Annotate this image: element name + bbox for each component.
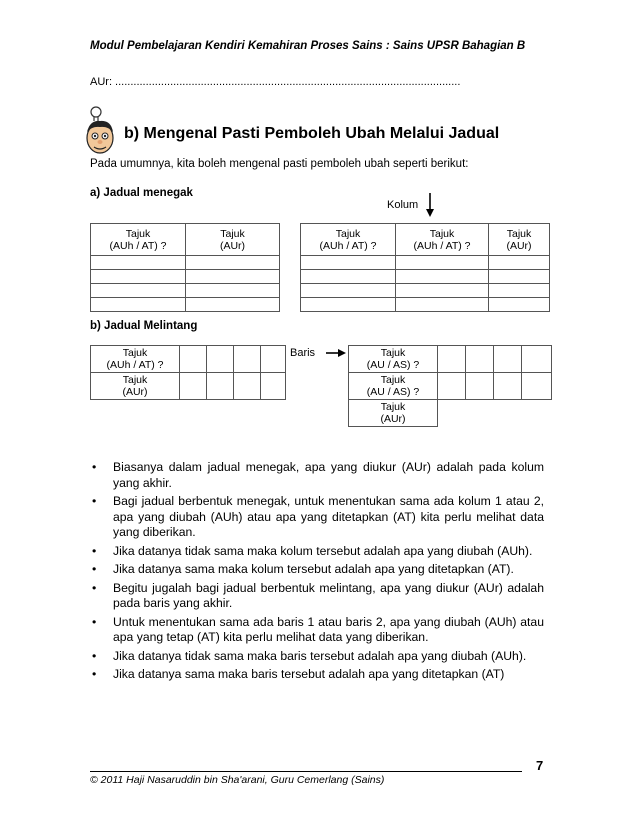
list-item: • Begitu jugalah bagi jadual berbentuk melintang, apa yang diukur (AUr) adalah pada baris yang akhir. — [92, 580, 544, 610]
page-header: Modul Pembelajaran Kendiri Kemahiran Proses Sains : Sains UPSR Bahagian B — [90, 40, 526, 52]
aur-answer-line: AUr: ................................................................................................................. — [90, 76, 461, 88]
subsection-label-melintang: b) Jadual Melintang — [90, 320, 198, 332]
row-header-cell: Tajuk (AUr) — [91, 373, 180, 400]
arrow-right-icon — [326, 348, 346, 358]
list-item: • Jika datanya sama maka baris tersebut adalah apa yang ditetapkan (AT) — [92, 667, 505, 681]
thinking-face-icon — [82, 104, 122, 156]
header-cell: Tajuk (AUh / AT) ? — [301, 224, 396, 256]
section-title: b) Mengenal Pasti Pemboleh Ubah Melalui Jadual — [124, 125, 500, 142]
list-item: • Untuk menentukan sama ada baris 1 atau baris 2, apa yang diubah (AUh) atau apa yang tetap (AT) kita perlu melihat data yang diberikan. — [92, 614, 544, 644]
footer-copyright: © 2011 Haji Nasaruddin bin Sha'arani, Guru Cemerlang (Sains) — [90, 774, 385, 786]
list-item: • Jika datanya sama maka kolum tersebut adalah apa yang ditetapkan (AT). — [92, 562, 514, 576]
kolum-label: Kolum — [387, 199, 419, 211]
footer-divider — [90, 771, 522, 772]
header-cell: Tajuk (AUr) — [186, 224, 280, 256]
row-header-cell: Tajuk (AU / AS) ? — [349, 373, 438, 400]
row-header-cell: Tajuk (AU / AS) ? — [349, 346, 438, 373]
list-item: • Jika datanya tidak sama maka baris tersebut adalah apa yang diubah (AUh). — [92, 648, 527, 663]
list-item: • Jika datanya tidak sama maka kolum tersebut adalah apa yang diubah (AUh). — [92, 543, 533, 558]
table-menegak-2 — [300, 223, 550, 312]
arrow-down-icon — [425, 193, 435, 217]
list-item: • Bagi jadual berbentuk menegak, untuk menentukan sama ada kolum 1 atau 2, apa yang diubah (AUh) atau apa yang ditetapkan (AT) kita perlu melihat data yang diberikan. — [92, 494, 544, 539]
baris-label: Baris — [290, 347, 316, 359]
page-number: 7 — [536, 758, 544, 773]
row-header-cell: Tajuk (AUh / AT) ? — [91, 346, 180, 373]
header-cell: Tajuk (AUr) — [489, 224, 550, 256]
list-item: • Biasanya dalam jadual menegak, apa yang diukur (AUr) adalah pada kolum yang akhir. — [92, 460, 544, 490]
table-melintang-2 — [348, 345, 552, 427]
subsection-label-menegak: a) Jadual menegak — [90, 187, 193, 199]
row-header-cell: Tajuk (AUr) — [349, 400, 438, 427]
table-menegak-1 — [90, 223, 280, 312]
header-cell: Tajuk (AUh / AT) ? — [91, 224, 186, 256]
intro-text: Pada umumnya, kita boleh mengenal pasti pemboleh ubah seperti berikut: — [90, 158, 469, 170]
header-cell: Tajuk (AUh / AT) ? — [396, 224, 489, 256]
table-melintang-1 — [90, 345, 286, 400]
bullet-list — [92, 460, 544, 686]
